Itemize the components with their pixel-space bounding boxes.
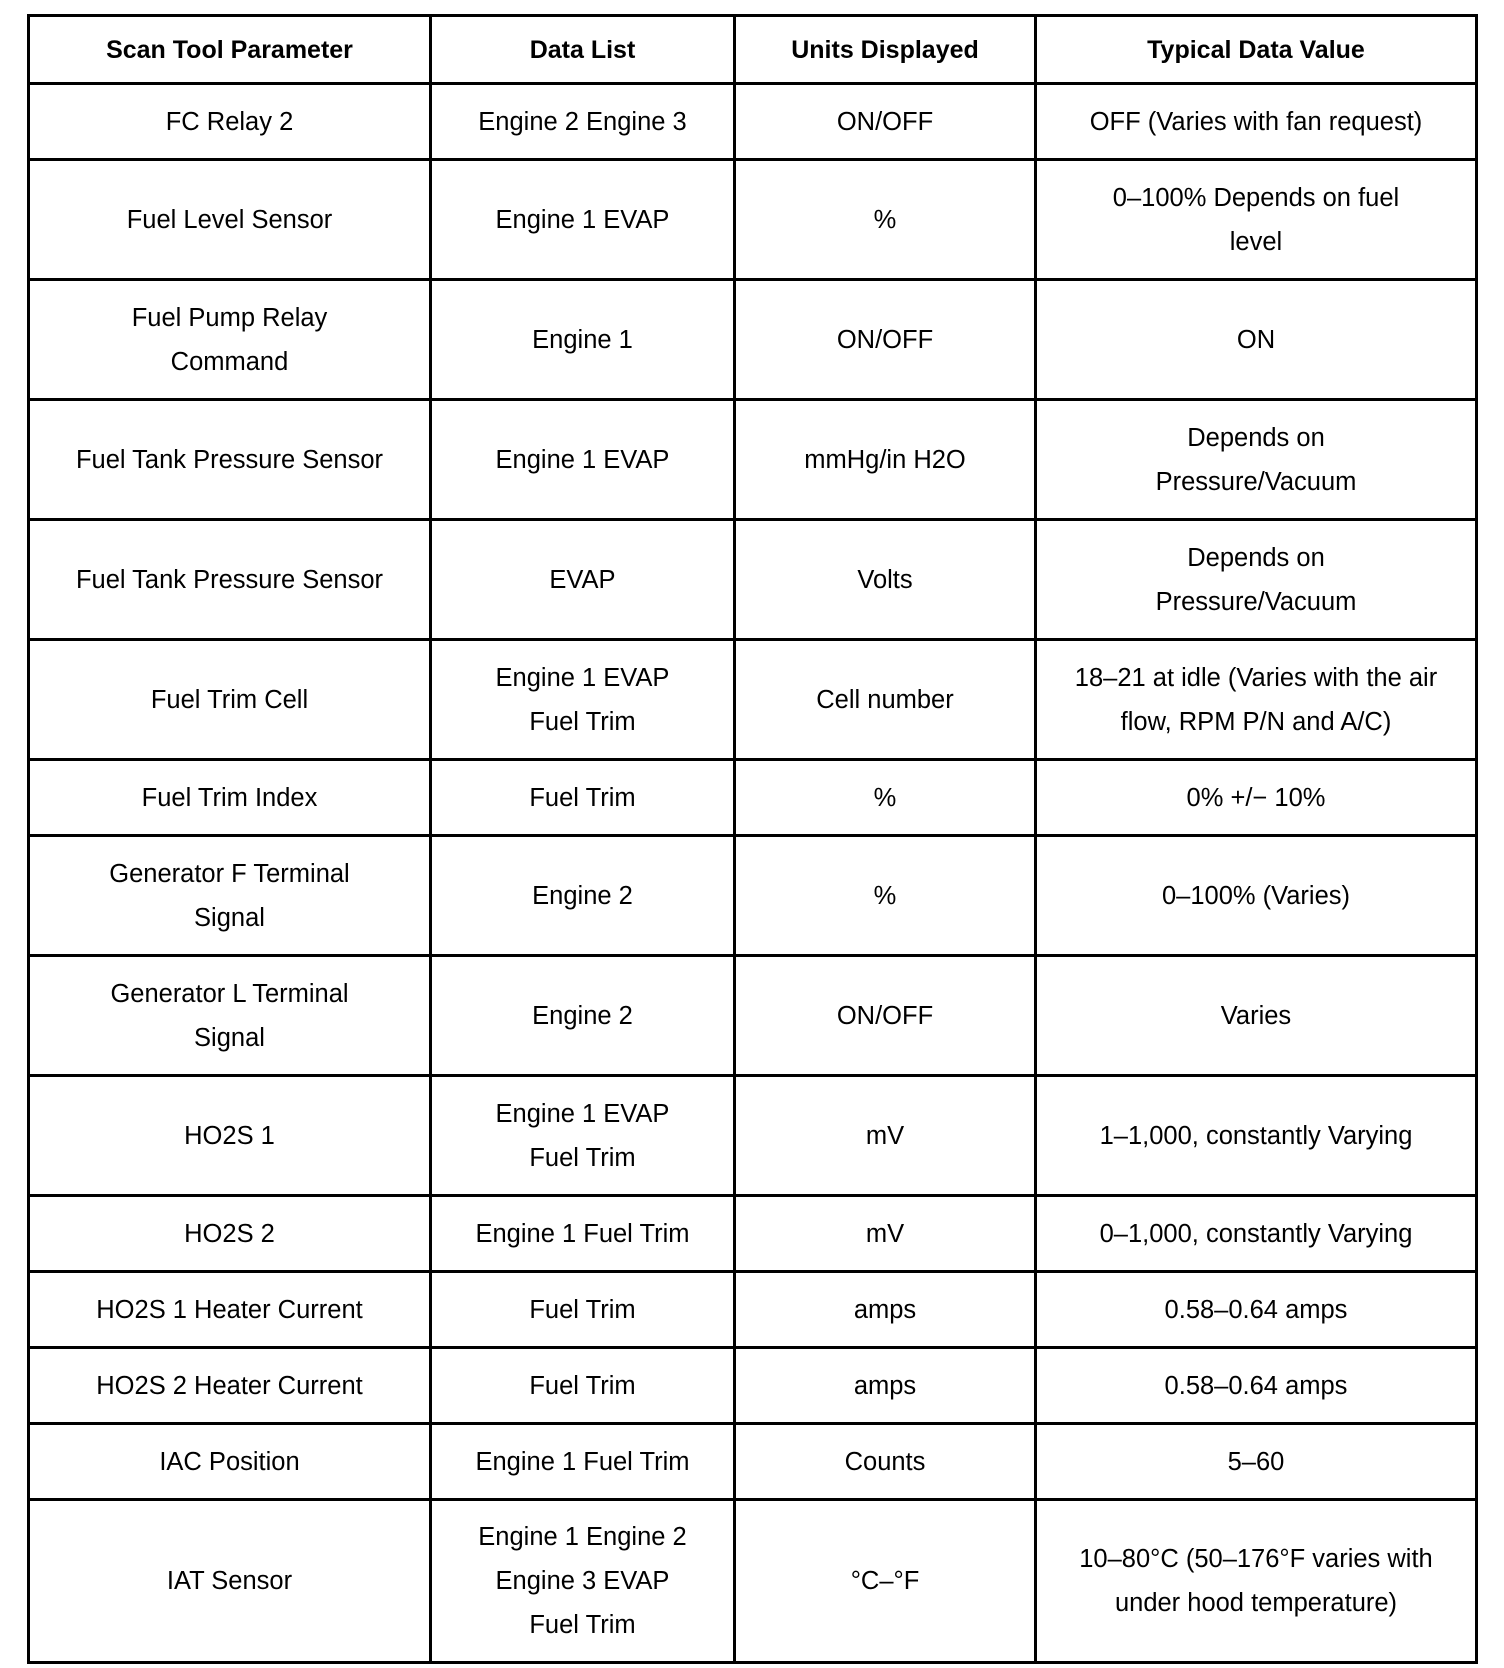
table-row xyxy=(29,640,1477,760)
units-cell xyxy=(735,1272,1036,1348)
data-list-cell xyxy=(431,1424,735,1500)
header-data-list: Data List xyxy=(431,16,735,84)
typical-value-text: 0.58–0.64 amps xyxy=(1164,1295,1348,1324)
typical-value-text: 0–100% (Varies) xyxy=(1161,881,1351,910)
units-cell xyxy=(735,84,1036,160)
data-list-cell xyxy=(431,1076,735,1196)
typical-value-text: ON xyxy=(1236,325,1276,354)
data-list-text: Engine 2 xyxy=(532,1001,633,1030)
data-list-text: Engine 1 EVAP xyxy=(495,445,670,474)
units-text: % xyxy=(873,783,897,812)
table-row xyxy=(29,1272,1477,1348)
typical-value-cell xyxy=(1036,280,1477,400)
table-row xyxy=(29,956,1477,1076)
units-text: ON/OFF xyxy=(836,1001,934,1030)
data-list-cell xyxy=(431,1348,735,1424)
table-row xyxy=(29,84,1477,160)
parameter-text: HO2S 2 Heater Current xyxy=(96,1371,363,1400)
data-list-text: Fuel Trim xyxy=(529,1295,636,1324)
parameter-cell xyxy=(29,160,431,280)
data-list-text: Engine 2 xyxy=(532,881,633,910)
parameter-cell xyxy=(29,400,431,520)
units-text: mmHg/in H2O xyxy=(804,445,966,474)
units-text: amps xyxy=(853,1295,917,1324)
typical-value-cell xyxy=(1036,640,1477,760)
typical-value-cell xyxy=(1036,1348,1477,1424)
units-cell xyxy=(735,1424,1036,1500)
data-list-text: Engine 1 EVAP Fuel Trim xyxy=(495,663,670,736)
typical-value-cell xyxy=(1036,520,1477,640)
units-text: ON/OFF xyxy=(836,107,934,136)
parameter-text: Fuel Pump Relay Command xyxy=(131,303,328,376)
parameter-text: FC Relay 2 xyxy=(165,107,294,136)
parameter-text: Generator L Terminal Signal xyxy=(110,979,349,1052)
parameter-text: IAT Sensor xyxy=(166,1567,293,1595)
parameter-cell xyxy=(29,1424,431,1500)
parameter-cell xyxy=(29,520,431,640)
data-list-text: Engine 2 Engine 3 xyxy=(478,107,687,136)
data-list-text: Engine 1 Engine 2 Engine 3 EVAP Fuel Trim xyxy=(478,1523,687,1639)
table-row xyxy=(29,520,1477,640)
units-text: Volts xyxy=(857,565,913,594)
data-list-text: Engine 1 EVAP Fuel Trim xyxy=(495,1099,670,1172)
parameter-text: HO2S 2 xyxy=(184,1219,275,1248)
data-list-cell xyxy=(431,956,735,1076)
header-scan-tool-parameter: Scan Tool Parameter xyxy=(29,16,431,84)
data-list-text: Engine 1 Fuel Trim xyxy=(475,1447,690,1476)
table-row xyxy=(29,400,1477,520)
units-cell xyxy=(735,280,1036,400)
data-list-text: Engine 1 EVAP xyxy=(495,205,670,234)
parameter-text: Fuel Tank Pressure Sensor xyxy=(75,565,384,594)
units-cell xyxy=(735,640,1036,760)
parameter-text: Fuel Trim Cell xyxy=(150,685,309,714)
typical-value-text: 0% +/− 10% xyxy=(1186,783,1326,812)
parameter-cell xyxy=(29,280,431,400)
units-cell xyxy=(735,1076,1036,1196)
typical-value-cell xyxy=(1036,1424,1477,1500)
parameter-cell xyxy=(29,1500,431,1663)
parameter-text: IAC Position xyxy=(159,1447,300,1476)
typical-value-cell xyxy=(1036,400,1477,520)
parameter-cell xyxy=(29,1076,431,1196)
header-row xyxy=(29,16,1477,84)
typical-value-text: 1–1,000, constantly Varying xyxy=(1099,1121,1413,1150)
table-row xyxy=(29,760,1477,836)
data-list-text: Engine 1 Fuel Trim xyxy=(475,1219,690,1248)
data-list-cell xyxy=(431,1196,735,1272)
units-cell xyxy=(735,1348,1036,1424)
table-row xyxy=(29,1196,1477,1272)
typical-value-text: 0–100% Depends on fuel level xyxy=(1112,183,1400,256)
typical-value-cell xyxy=(1036,1196,1477,1272)
typical-value-text: 18–21 at idle (Varies with the air flow, RPM P/N and A/C) xyxy=(1074,663,1438,736)
units-cell xyxy=(735,1196,1036,1272)
units-text: % xyxy=(873,205,897,234)
data-list-cell xyxy=(431,520,735,640)
typical-value-cell xyxy=(1036,760,1477,836)
parameter-text: HO2S 1 Heater Current xyxy=(96,1295,363,1324)
typical-value-text: OFF (Varies with fan request) xyxy=(1089,107,1423,136)
units-text: mV xyxy=(865,1121,905,1150)
units-text: mV xyxy=(865,1219,905,1248)
data-list-cell xyxy=(431,836,735,956)
typical-value-cell xyxy=(1036,1500,1477,1663)
typical-value-text: 10–80°C (50–176°F varies with under hood temperature) xyxy=(1079,1545,1433,1617)
units-text: °C–°F xyxy=(850,1567,920,1595)
header-units-displayed: Units Displayed xyxy=(735,16,1036,84)
parameter-cell xyxy=(29,1348,431,1424)
table-row xyxy=(29,836,1477,956)
parameter-text: Fuel Trim Index xyxy=(141,783,318,812)
units-text: Counts xyxy=(844,1447,926,1476)
units-cell xyxy=(735,400,1036,520)
data-list-text: Fuel Trim xyxy=(529,783,636,812)
parameter-cell xyxy=(29,1272,431,1348)
table-row xyxy=(29,160,1477,280)
typical-value-text: 0.58–0.64 amps xyxy=(1164,1371,1348,1400)
typical-value-text: 0–1,000, constantly Varying xyxy=(1099,1219,1413,1248)
data-list-text: Engine 1 xyxy=(532,325,633,354)
typical-value-cell xyxy=(1036,84,1477,160)
typical-value-cell xyxy=(1036,1076,1477,1196)
table-row xyxy=(29,1076,1477,1196)
table-row xyxy=(29,1348,1477,1424)
typical-value-text: 5–60 xyxy=(1227,1447,1285,1476)
units-cell xyxy=(735,1500,1036,1663)
scan-tool-data-table xyxy=(27,14,1478,1664)
table-row xyxy=(29,280,1477,400)
units-text: Cell number xyxy=(816,685,954,714)
units-cell xyxy=(735,760,1036,836)
parameter-cell xyxy=(29,84,431,160)
parameter-text: HO2S 1 xyxy=(184,1121,275,1150)
parameter-cell xyxy=(29,836,431,956)
units-cell xyxy=(735,160,1036,280)
parameter-text: Fuel Tank Pressure Sensor xyxy=(75,445,384,474)
units-cell xyxy=(735,956,1036,1076)
data-list-text: EVAP xyxy=(549,565,616,594)
data-list-cell xyxy=(431,640,735,760)
parameter-text: Generator F Terminal Signal xyxy=(109,859,350,932)
typical-value-cell xyxy=(1036,836,1477,956)
units-text: ON/OFF xyxy=(836,325,934,354)
data-list-cell xyxy=(431,760,735,836)
data-list-text: Fuel Trim xyxy=(529,1371,636,1400)
typical-value-cell xyxy=(1036,956,1477,1076)
header-typical-data-value: Typical Data Value xyxy=(1036,16,1477,84)
data-list-cell xyxy=(431,280,735,400)
typical-value-text: Depends on Pressure/Vacuum xyxy=(1155,543,1357,616)
typical-value-cell xyxy=(1036,160,1477,280)
parameter-cell xyxy=(29,640,431,760)
units-cell xyxy=(735,520,1036,640)
units-text: amps xyxy=(853,1371,917,1400)
parameter-cell xyxy=(29,1196,431,1272)
units-cell xyxy=(735,836,1036,956)
parameter-cell xyxy=(29,760,431,836)
data-list-cell xyxy=(431,1272,735,1348)
typical-value-text: Varies xyxy=(1220,1001,1292,1030)
typical-value-text: Depends on Pressure/Vacuum xyxy=(1155,423,1357,496)
typical-value-cell xyxy=(1036,1272,1477,1348)
parameter-text: Fuel Level Sensor xyxy=(126,205,333,234)
data-list-cell xyxy=(431,160,735,280)
data-list-cell xyxy=(431,84,735,160)
units-text: % xyxy=(873,881,897,910)
table-row xyxy=(29,1424,1477,1500)
table-row xyxy=(29,1500,1477,1663)
data-list-cell xyxy=(431,1500,735,1663)
parameter-cell xyxy=(29,956,431,1076)
data-list-cell xyxy=(431,400,735,520)
